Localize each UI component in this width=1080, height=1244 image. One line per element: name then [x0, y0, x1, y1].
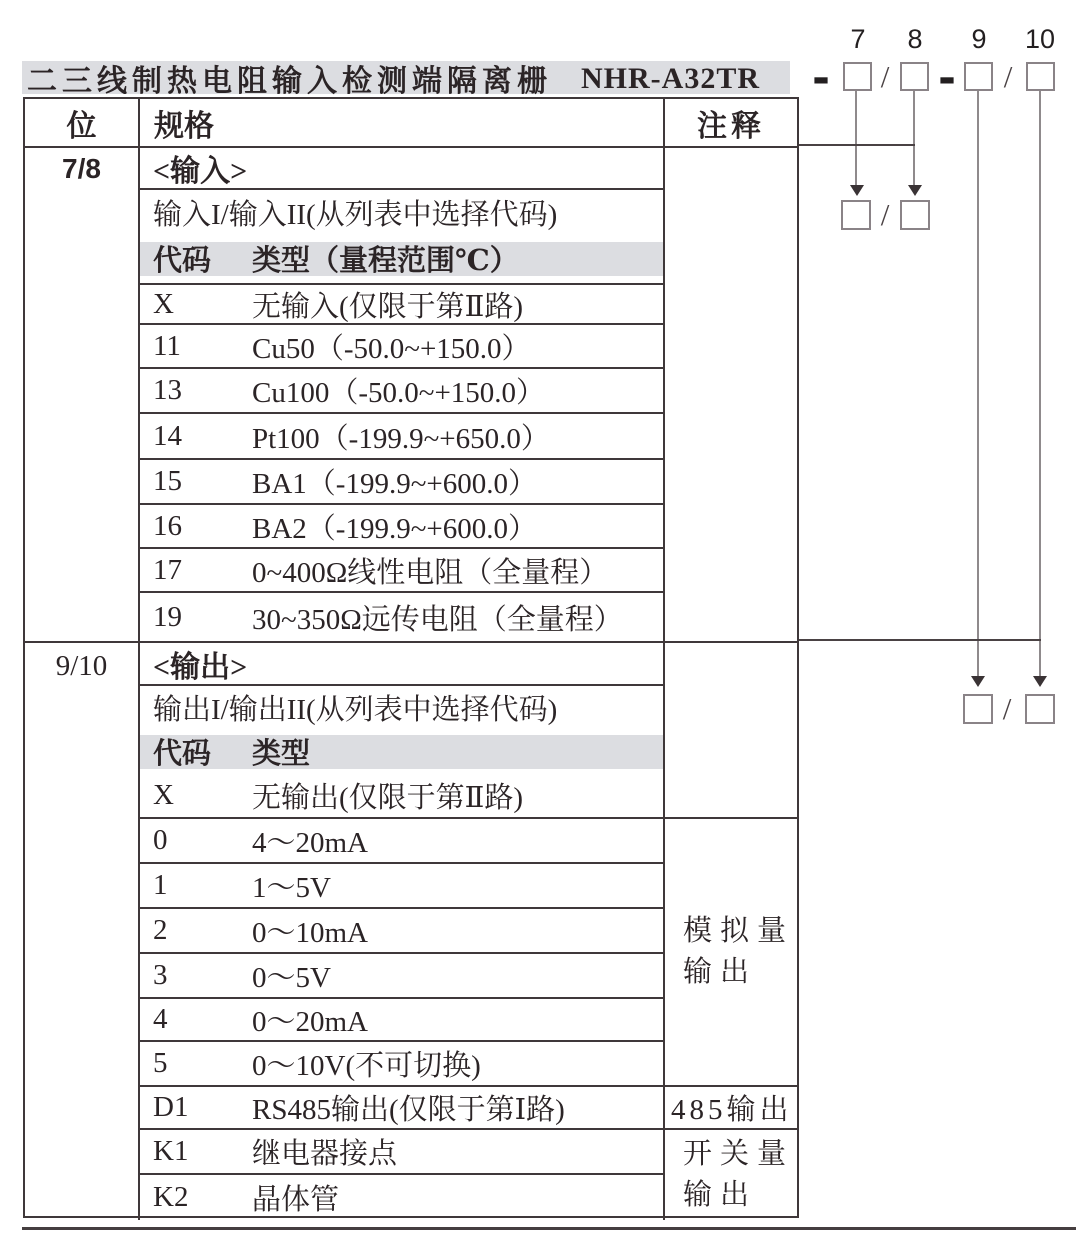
type-cell: 继电器接点 — [252, 1138, 398, 1170]
type-cell: Cu100（-50.0~+150.0） — [252, 377, 546, 409]
digit-10-label: 10 — [1024, 24, 1056, 54]
connector-line-8 — [913, 91, 915, 186]
code-header-cell: 代码 — [153, 245, 212, 277]
table-header-row — [25, 99, 797, 148]
digit-9-label: 9 — [971, 24, 987, 54]
table-body — [25, 148, 797, 1220]
output-section-leader-line — [799, 639, 1041, 641]
code-cell: 14 — [153, 419, 182, 452]
code-box-7 — [843, 62, 872, 91]
table-row — [140, 774, 663, 819]
code-cell: 13 — [153, 374, 182, 406]
type-cell: 4～20mA — [252, 827, 369, 859]
code-cell: K2 — [153, 1181, 189, 1213]
page-bottom-rule — [22, 1227, 1076, 1230]
code-type-header — [140, 735, 663, 769]
note-text: 模拟量 — [683, 915, 795, 947]
table-row — [140, 954, 663, 999]
output-code-box-9 — [963, 694, 993, 724]
position-cell-9-10: 9/10 — [55, 650, 108, 682]
code-cell: 5 — [153, 1047, 168, 1079]
column-header-spec: 规格 — [140, 99, 665, 146]
type-cell: 0～5V — [252, 962, 331, 994]
table-row — [140, 369, 663, 414]
code-cell: 4 — [153, 1003, 168, 1035]
position-column — [25, 148, 140, 1220]
type-cell: 晶体管 — [252, 1184, 340, 1216]
table-row — [140, 864, 663, 909]
type-cell: RS485输出(仅限于第Ⅰ路) — [252, 1094, 565, 1126]
model-number: NHR-A32TR — [581, 62, 760, 95]
table-row — [140, 1175, 663, 1220]
table-row — [140, 819, 663, 864]
table-row — [140, 593, 663, 643]
output-code-box-10 — [1025, 694, 1055, 724]
connector-line-7 — [855, 91, 857, 186]
type-header-cell: 类型（量程范围℃） — [252, 245, 519, 277]
note-text: 开关量 — [683, 1138, 795, 1170]
code-box-9 — [964, 62, 993, 91]
code-cell: 17 — [153, 553, 182, 586]
input-code-box-8 — [900, 200, 930, 230]
slash-separator: / — [880, 58, 890, 94]
type-cell: 0～10V(不可切换) — [252, 1050, 481, 1082]
note-text: 485输出 — [671, 1094, 793, 1126]
table-row — [140, 234, 663, 285]
table-row — [140, 729, 663, 774]
code-cell: X — [153, 779, 174, 811]
type-cell: 0~400Ω线性电阻（全量程） — [252, 556, 609, 589]
table-row — [140, 999, 663, 1042]
input-code-box-7 — [841, 200, 871, 230]
connector-line-9 — [977, 91, 979, 676]
type-cell: 0～20mA — [252, 1006, 369, 1038]
table-row — [140, 1042, 663, 1087]
type-header-cell: 类型 — [252, 738, 311, 770]
column-header-position: 位 — [25, 99, 140, 146]
code-cell: 1 — [153, 869, 168, 901]
table-row — [140, 285, 663, 325]
note-text: 输出 — [683, 1179, 758, 1211]
type-cell: 无输入(仅限于第Ⅱ路) — [252, 290, 524, 323]
page-title: 二三线制热电阻输入检测端隔离栅 — [27, 64, 552, 98]
table-row — [140, 505, 663, 549]
note-cell-switch-output — [665, 1130, 797, 1220]
dash-separator: - — [812, 47, 830, 106]
code-box-10 — [1026, 62, 1055, 91]
slash-separator: / — [880, 197, 890, 232]
type-cell: Cu50（-50.0~+150.0） — [252, 332, 531, 365]
code-box-8 — [900, 62, 929, 91]
type-cell: 30~350Ω远传电阻（全量程） — [252, 603, 623, 636]
spec-column — [140, 148, 665, 1220]
slash-separator: / — [1003, 58, 1013, 94]
table-row — [140, 549, 663, 593]
position-cell-7-8: 7/8 — [25, 148, 138, 643]
slash-separator: / — [1002, 691, 1012, 726]
table-row — [140, 460, 663, 505]
arrow-down-icon — [971, 676, 985, 687]
table-row — [140, 325, 663, 369]
note-cell-empty — [665, 643, 797, 819]
table-row — [140, 686, 663, 729]
type-cell: BA1（-199.9~+600.0） — [252, 468, 537, 500]
code-cell: 16 — [153, 509, 182, 542]
code-cell: 19 — [153, 600, 182, 633]
note-text: 输出 — [683, 956, 758, 988]
type-cell: BA2（-199.9~+600.0） — [252, 512, 537, 545]
note-cell-485-output — [665, 1087, 797, 1130]
code-header-cell: 代码 — [153, 738, 212, 770]
code-type-header — [140, 242, 663, 276]
section-title: <输出> — [153, 650, 248, 684]
table-row — [140, 190, 663, 234]
type-cell: Pt100（-199.9~+650.0） — [252, 422, 550, 455]
arrow-down-icon — [908, 185, 922, 196]
section-subtitle: 输出I/输出II(从列表中选择代码) — [153, 694, 558, 726]
table-row — [140, 1087, 663, 1130]
note-column — [665, 148, 797, 1220]
table-row — [140, 414, 663, 460]
section-title: <输入> — [153, 155, 248, 188]
code-cell: 0 — [153, 824, 168, 856]
type-cell: 1～5V — [252, 872, 331, 904]
code-cell: 15 — [153, 465, 182, 497]
type-cell: 无输出(仅限于第Ⅱ路) — [252, 782, 524, 814]
arrow-down-icon — [850, 185, 864, 196]
type-cell: 0～10mA — [252, 917, 369, 949]
digit-7-label: 7 — [850, 24, 866, 54]
arrow-down-icon — [1033, 676, 1047, 687]
table-row — [140, 909, 663, 954]
code-cell: 11 — [153, 329, 181, 362]
code-cell: D1 — [153, 1091, 189, 1123]
note-cell-empty — [665, 148, 797, 643]
code-cell: X — [153, 287, 174, 320]
column-header-note: 注释 — [697, 109, 765, 143]
code-cell: 2 — [153, 914, 168, 946]
selection-table — [23, 97, 799, 1218]
note-cell-analog-output — [665, 819, 797, 1087]
table-row — [140, 1130, 663, 1175]
section-subtitle: 输入I/输入II(从列表中选择代码) — [153, 198, 558, 231]
code-cell: 3 — [153, 959, 168, 991]
connector-line-10 — [1039, 91, 1041, 676]
code-cell: K1 — [153, 1135, 189, 1167]
table-row — [140, 643, 663, 686]
dash-separator: - — [938, 47, 956, 106]
input-section-leader-line — [799, 144, 915, 146]
title-bar — [22, 61, 790, 98]
table-row — [140, 148, 663, 190]
digit-8-label: 8 — [907, 24, 923, 54]
